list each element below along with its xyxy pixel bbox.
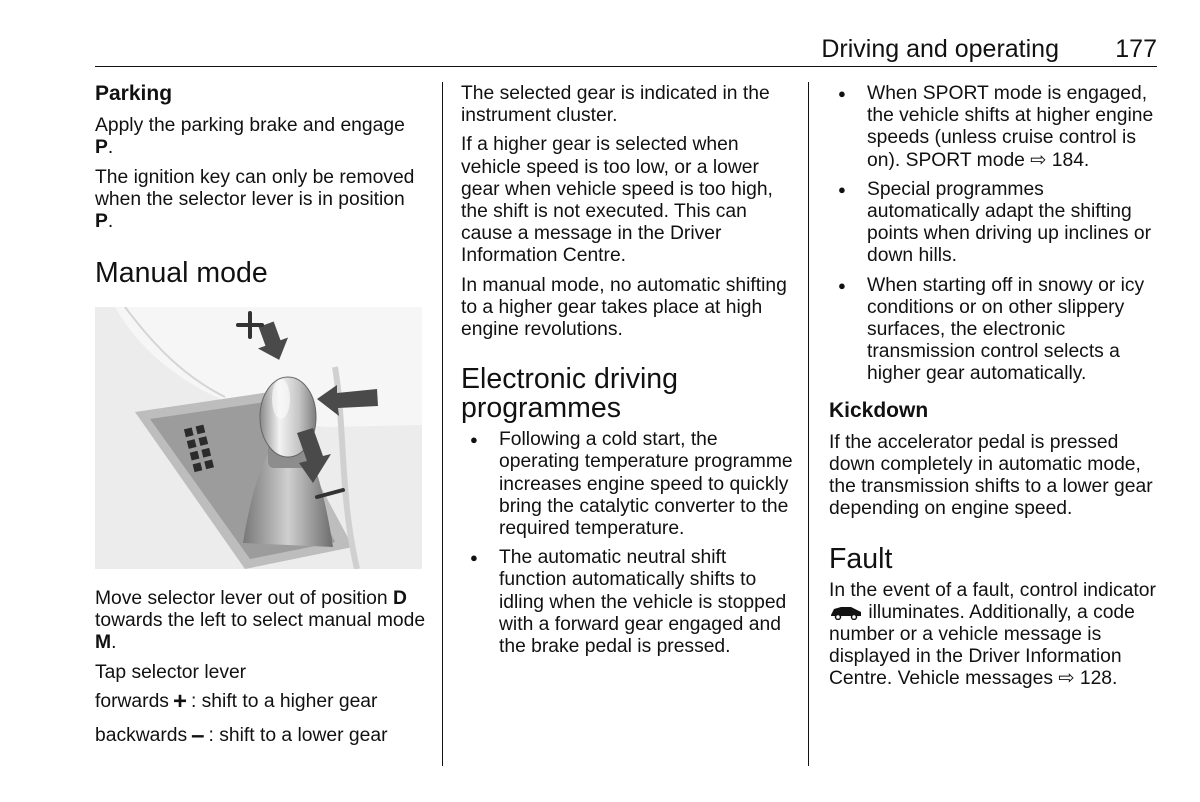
column-divider <box>808 82 809 766</box>
fault-heading: Fault <box>829 542 893 575</box>
page-header <box>95 32 1157 67</box>
list-item: ● The automatic neutral shift function automatically shifts to idling when the vehicle is stopped with a forward gear engaged and the brake pedal is pressed. <box>461 547 796 658</box>
tap-selector-text: Tap selector lever <box>95 661 247 683</box>
gear-code-d: D <box>392 588 407 609</box>
column-3 <box>829 83 1160 698</box>
parking-paragraph-1: Apply the parking brake and engage P. <box>95 115 405 159</box>
gear-code-p: P <box>95 211 108 233</box>
car-transmission-warning-icon <box>829 604 863 620</box>
list-item: ● When starting off in snowy or icy conditions or on other slippery surfaces, the electronic transmission control selects a higher gear automatically. <box>829 275 1160 386</box>
fault-paragraph: In the event of a fault, control indicator illuminates. Additionally, a code number or a vehicle message is displayed in the Driver Information Centre. Vehicle messages ⇨ 128. <box>829 579 1156 690</box>
manual-mode-paragraph: Move selector lever out of position D towards the left to select manual mode M. <box>95 588 426 654</box>
gear-selector-drawing <box>95 307 422 569</box>
plus-icon: + <box>172 687 187 715</box>
selected-gear-paragraph: The selected gear is indicated in the instrument cluster. <box>461 83 770 127</box>
column-1 <box>95 83 427 294</box>
list-item: ● Special programmes automatically adapt the shifting points when driving up inclines or down hills. <box>829 179 1160 268</box>
list-item: ● Following a cold start, the operating temperature programme increases engine speed to quickly bring the catalytic converter to the required temperature. <box>461 429 796 540</box>
programmes-list-continued <box>829 83 1160 386</box>
manual-mode-heading: Manual mode <box>95 257 268 290</box>
programmes-list <box>461 429 796 658</box>
parking-paragraph-2: The ignition key can only be removed when the selector lever is in position P. <box>95 166 415 233</box>
column-2 <box>461 83 796 665</box>
electronic-programmes-heading: Electronic driving programmes <box>461 363 679 425</box>
forwards-row: forwards + : shift to a higher gear <box>95 687 378 715</box>
column-1-lower <box>95 588 427 750</box>
minus-icon: – <box>191 722 205 750</box>
backwards-row: backwards – : shift to a lower gear <box>95 722 388 750</box>
higher-gear-paragraph: If a higher gear is selected when vehicle speed is too low, or a lower gear when vehicle speed is too high, the shift is not executed. This can cause a message in the Driver Information Centre. <box>461 134 773 267</box>
column-divider <box>442 82 443 766</box>
kickdown-heading: Kickdown <box>829 398 929 422</box>
section-title: Driving and operating <box>821 35 1059 63</box>
parking-heading: Parking <box>95 82 173 105</box>
gear-code-p: P <box>95 137 108 159</box>
gear-selector-illustration <box>95 307 422 569</box>
kickdown-paragraph: If the accelerator pedal is pressed down completely in automatic mode, the transmission shifts to a lower gear depending on engine speed. <box>829 431 1153 520</box>
list-item: ● When SPORT mode is engaged, the vehicle shifts at higher engine speeds (unless cruise control is on). SPORT mode ⇨ 184. <box>829 83 1160 172</box>
page-number: 177 <box>1115 35 1157 63</box>
manual-shifting-paragraph: In manual mode, no automatic shifting to a higher gear takes place at high engine revolutions. <box>461 274 787 341</box>
gear-code-m: M <box>95 632 112 654</box>
